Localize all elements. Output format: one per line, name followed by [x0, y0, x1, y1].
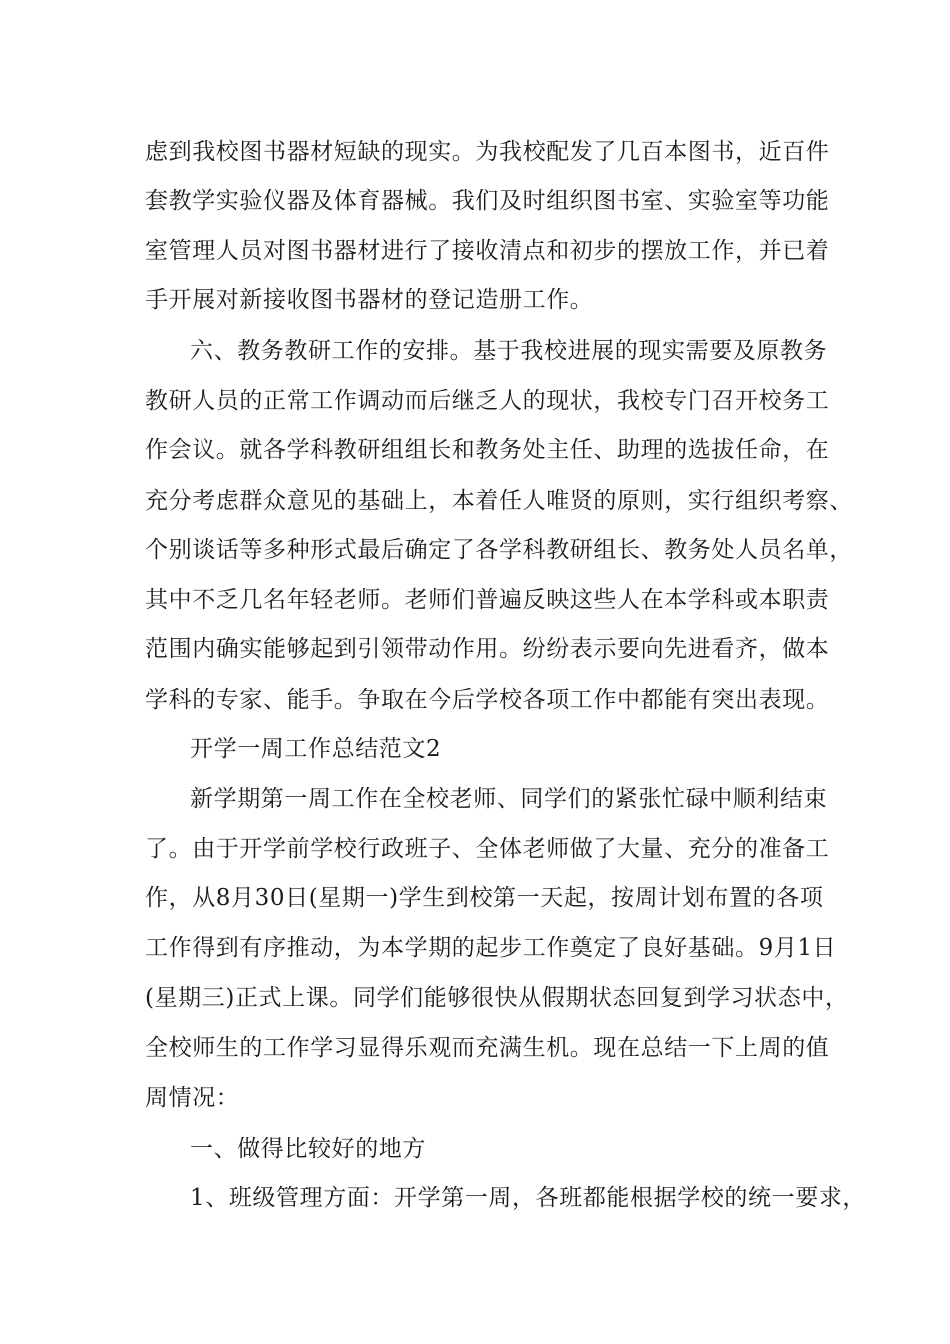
text-line: 周情况： [145, 1085, 240, 1111]
text-line: 其中不乏几名年轻老师。老师们普遍反映这些人在本学科或本职责 [145, 587, 830, 613]
text-line: 学科的专家、能手。争取在今后学校各项工作中都能有突出表现。 [145, 687, 830, 713]
text-line: 虑到我校图书器材短缺的现实。为我校配发了几百本图书，近百件 [145, 139, 830, 165]
section-heading: 六、教务教研工作的安排。基于我校进展的现实需要及原教务 [190, 338, 828, 364]
text-line: (星期三)正式上课。同学们能够很快从假期状态回复到学习状态中， [145, 985, 849, 1011]
text-line: 1、班级管理方面：开学第一周，各班都能根据学校的统一要求， [190, 1185, 867, 1211]
text-line: 了。由于开学前学校行政班子、全体老师做了大量、充分的准备工 [145, 836, 830, 862]
text-line: 手开展对新接收图书器材的登记造册工作。 [145, 287, 594, 313]
text-line: 室管理人员对图书器材进行了接收清点和初步的摆放工作，并已着 [145, 238, 830, 264]
text-line: 教研人员的正常工作调动而后继乏人的现状，我校专门召开校务工 [145, 388, 830, 414]
text-line: 作，从8月30日(星期一)学生到校第一天起，按周计划布置的各项 [145, 885, 824, 911]
text-line: 作会议。就各学科教研组组长和教务处主任、助理的选拔任命，在 [145, 437, 830, 463]
article-title: 开学一周工作总结范文2 [190, 736, 442, 762]
text-line: 充分考虑群众意见的基础上，本着任人唯贤的原则，实行组织考察、 [145, 488, 853, 514]
text-line: 工作得到有序推动，为本学期的起步工作奠定了良好基础。9月1日 [145, 935, 837, 961]
text-line: 套教学实验仪器及体育器械。我们及时组织图书室、实验室等功能 [145, 188, 830, 214]
text-line: 范围内确实能够起到引领带动作用。纷纷表示要向先进看齐，做本 [145, 636, 830, 662]
text-line: 个别谈话等多种形式最后确定了各学科教研组长、教务处人员名单， [145, 537, 853, 563]
text-line: 全校师生的工作学习显得乐观而充满生机。现在总结一下上周的值 [145, 1035, 830, 1061]
text-line: 新学期第一周工作在全校老师、同学们的紧张忙碌中顺利结束 [190, 786, 828, 812]
section-heading: 一、做得比较好的地方 [190, 1136, 426, 1162]
